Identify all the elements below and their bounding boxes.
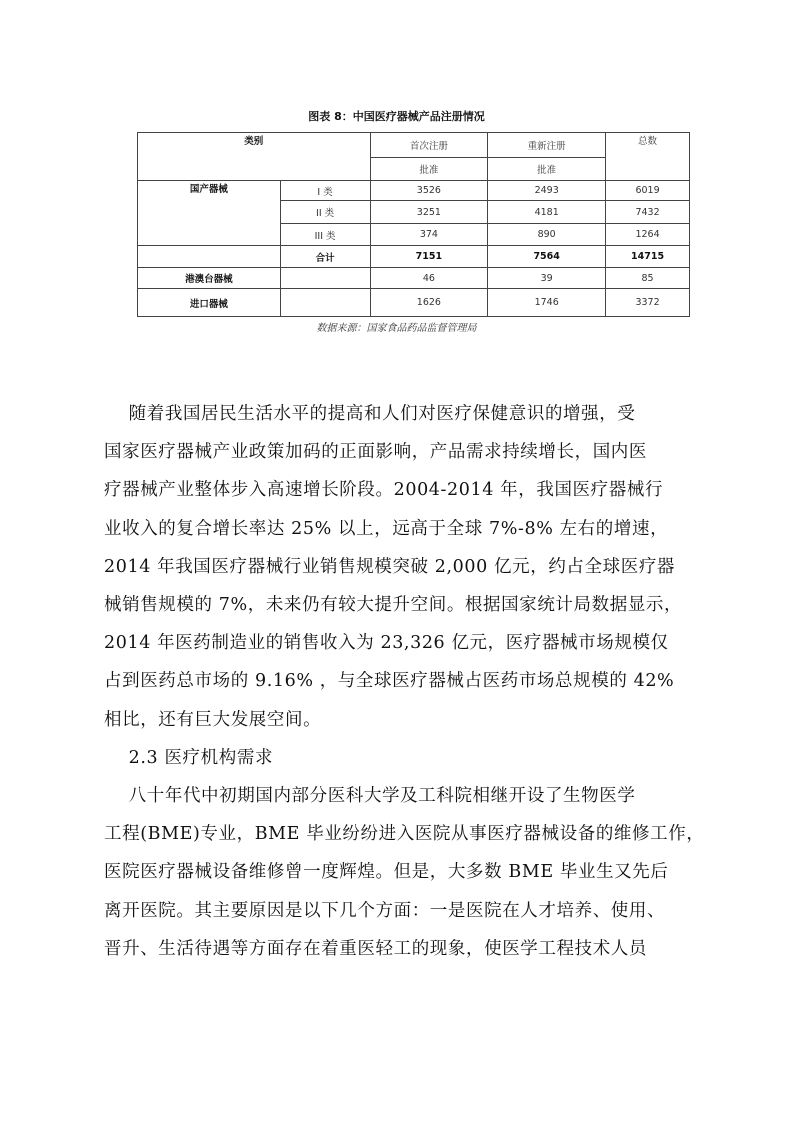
- registration-table: [137, 132, 690, 317]
- cell: 7432: [606, 201, 690, 224]
- cell: 1626: [370, 289, 488, 317]
- cell: 14715: [606, 246, 690, 268]
- text-line: 八十年代中初期国内部分医科大学及工科院相继开设了生物医学: [104, 786, 636, 806]
- cell: 374: [370, 224, 488, 246]
- table-row: [138, 268, 690, 289]
- cell: 3251: [370, 201, 488, 224]
- table-source: 数据来源：国家食品药品监督管理局: [316, 323, 477, 334]
- cell: 7564: [488, 246, 606, 268]
- table-row: [138, 181, 690, 201]
- text-line: 2014 年我国医疗器械行业销售规模突破 2,000 亿元，约占全球医疗器: [104, 556, 676, 577]
- text-line: 械销售规模的 7%，未来仍有较大提升空间。根据国家统计局数据显示，: [104, 595, 683, 615]
- text-line: 晋升、生活待遇等方面存在着重医轻工的现象，使医学工程技术人员: [104, 938, 647, 959]
- text-line: 2.3 医疗机构需求: [104, 747, 274, 768]
- cell: I 类: [280, 181, 370, 201]
- header-total: 总数: [606, 133, 690, 181]
- cell: 3526: [370, 181, 488, 201]
- text-line: 2014 年医药制造业的销售收入为 23,326 亿元，医疗器械市场规模仅: [104, 633, 669, 654]
- cell: 4181: [488, 201, 606, 224]
- cell: 6019: [606, 181, 690, 201]
- text-line: 疗器械产业整体步入高速增长阶段。2004-2014 年，我国医疗器械行: [104, 480, 664, 501]
- text-line: 占到医药总市场的 9.16% ，与全球医疗器械占医药市场总规模的 42%: [104, 671, 675, 692]
- cell: III 类: [280, 224, 370, 246]
- cell: 46: [370, 268, 488, 289]
- cell: II 类: [280, 201, 370, 224]
- cell: 7151: [370, 246, 488, 268]
- text-line: 国家医疗器械产业政策加码的正面影响，产品需求持续增长，国内医: [104, 442, 647, 463]
- cell: 85: [606, 268, 690, 289]
- text-line: 业收入的复合增长率达 25% 以上，远高于全球 7%-8% 左右的增速，: [104, 518, 669, 539]
- header-first: 首次注册: [370, 133, 488, 158]
- cell: 港澳台器械: [138, 268, 281, 289]
- cell: 1264: [606, 224, 690, 246]
- header-approve: 批准: [488, 158, 606, 181]
- text-line: 医院医疗器械设备维修曾一度辉煌。但是，大多数 BME 毕业生又先后: [104, 862, 669, 883]
- text-line: 相比，还有巨大发展空间。: [104, 709, 322, 730]
- cell: 进口器械: [138, 289, 281, 317]
- text-line: 随着我国居民生活水平的提高和人们对医疗保健意识的增强，受: [104, 404, 636, 424]
- cell: 合计: [280, 246, 370, 268]
- table-row: [138, 246, 690, 268]
- table-row: [138, 289, 690, 317]
- domestic-label: 国产器械: [138, 181, 281, 246]
- cell: 1746: [488, 289, 606, 317]
- header-approve: 批准: [370, 158, 488, 181]
- cell: 2493: [488, 181, 606, 201]
- cell: 890: [488, 224, 606, 246]
- text-line: 离开医院。其主要原因是以下几个方面：一是医院在人才培养、使用、: [104, 900, 666, 921]
- table-caption: 图表 8：中国医疗器械产品注册情况: [308, 110, 485, 123]
- header-renew: 重新注册: [488, 133, 606, 158]
- cell: 3372: [606, 289, 690, 317]
- header-category: 类别: [138, 133, 371, 181]
- text-line: 工程(BME)专业，BME 毕业纷纷进入医院从事医疗器械设备的维修工作，: [104, 824, 705, 845]
- cell: 39: [488, 268, 606, 289]
